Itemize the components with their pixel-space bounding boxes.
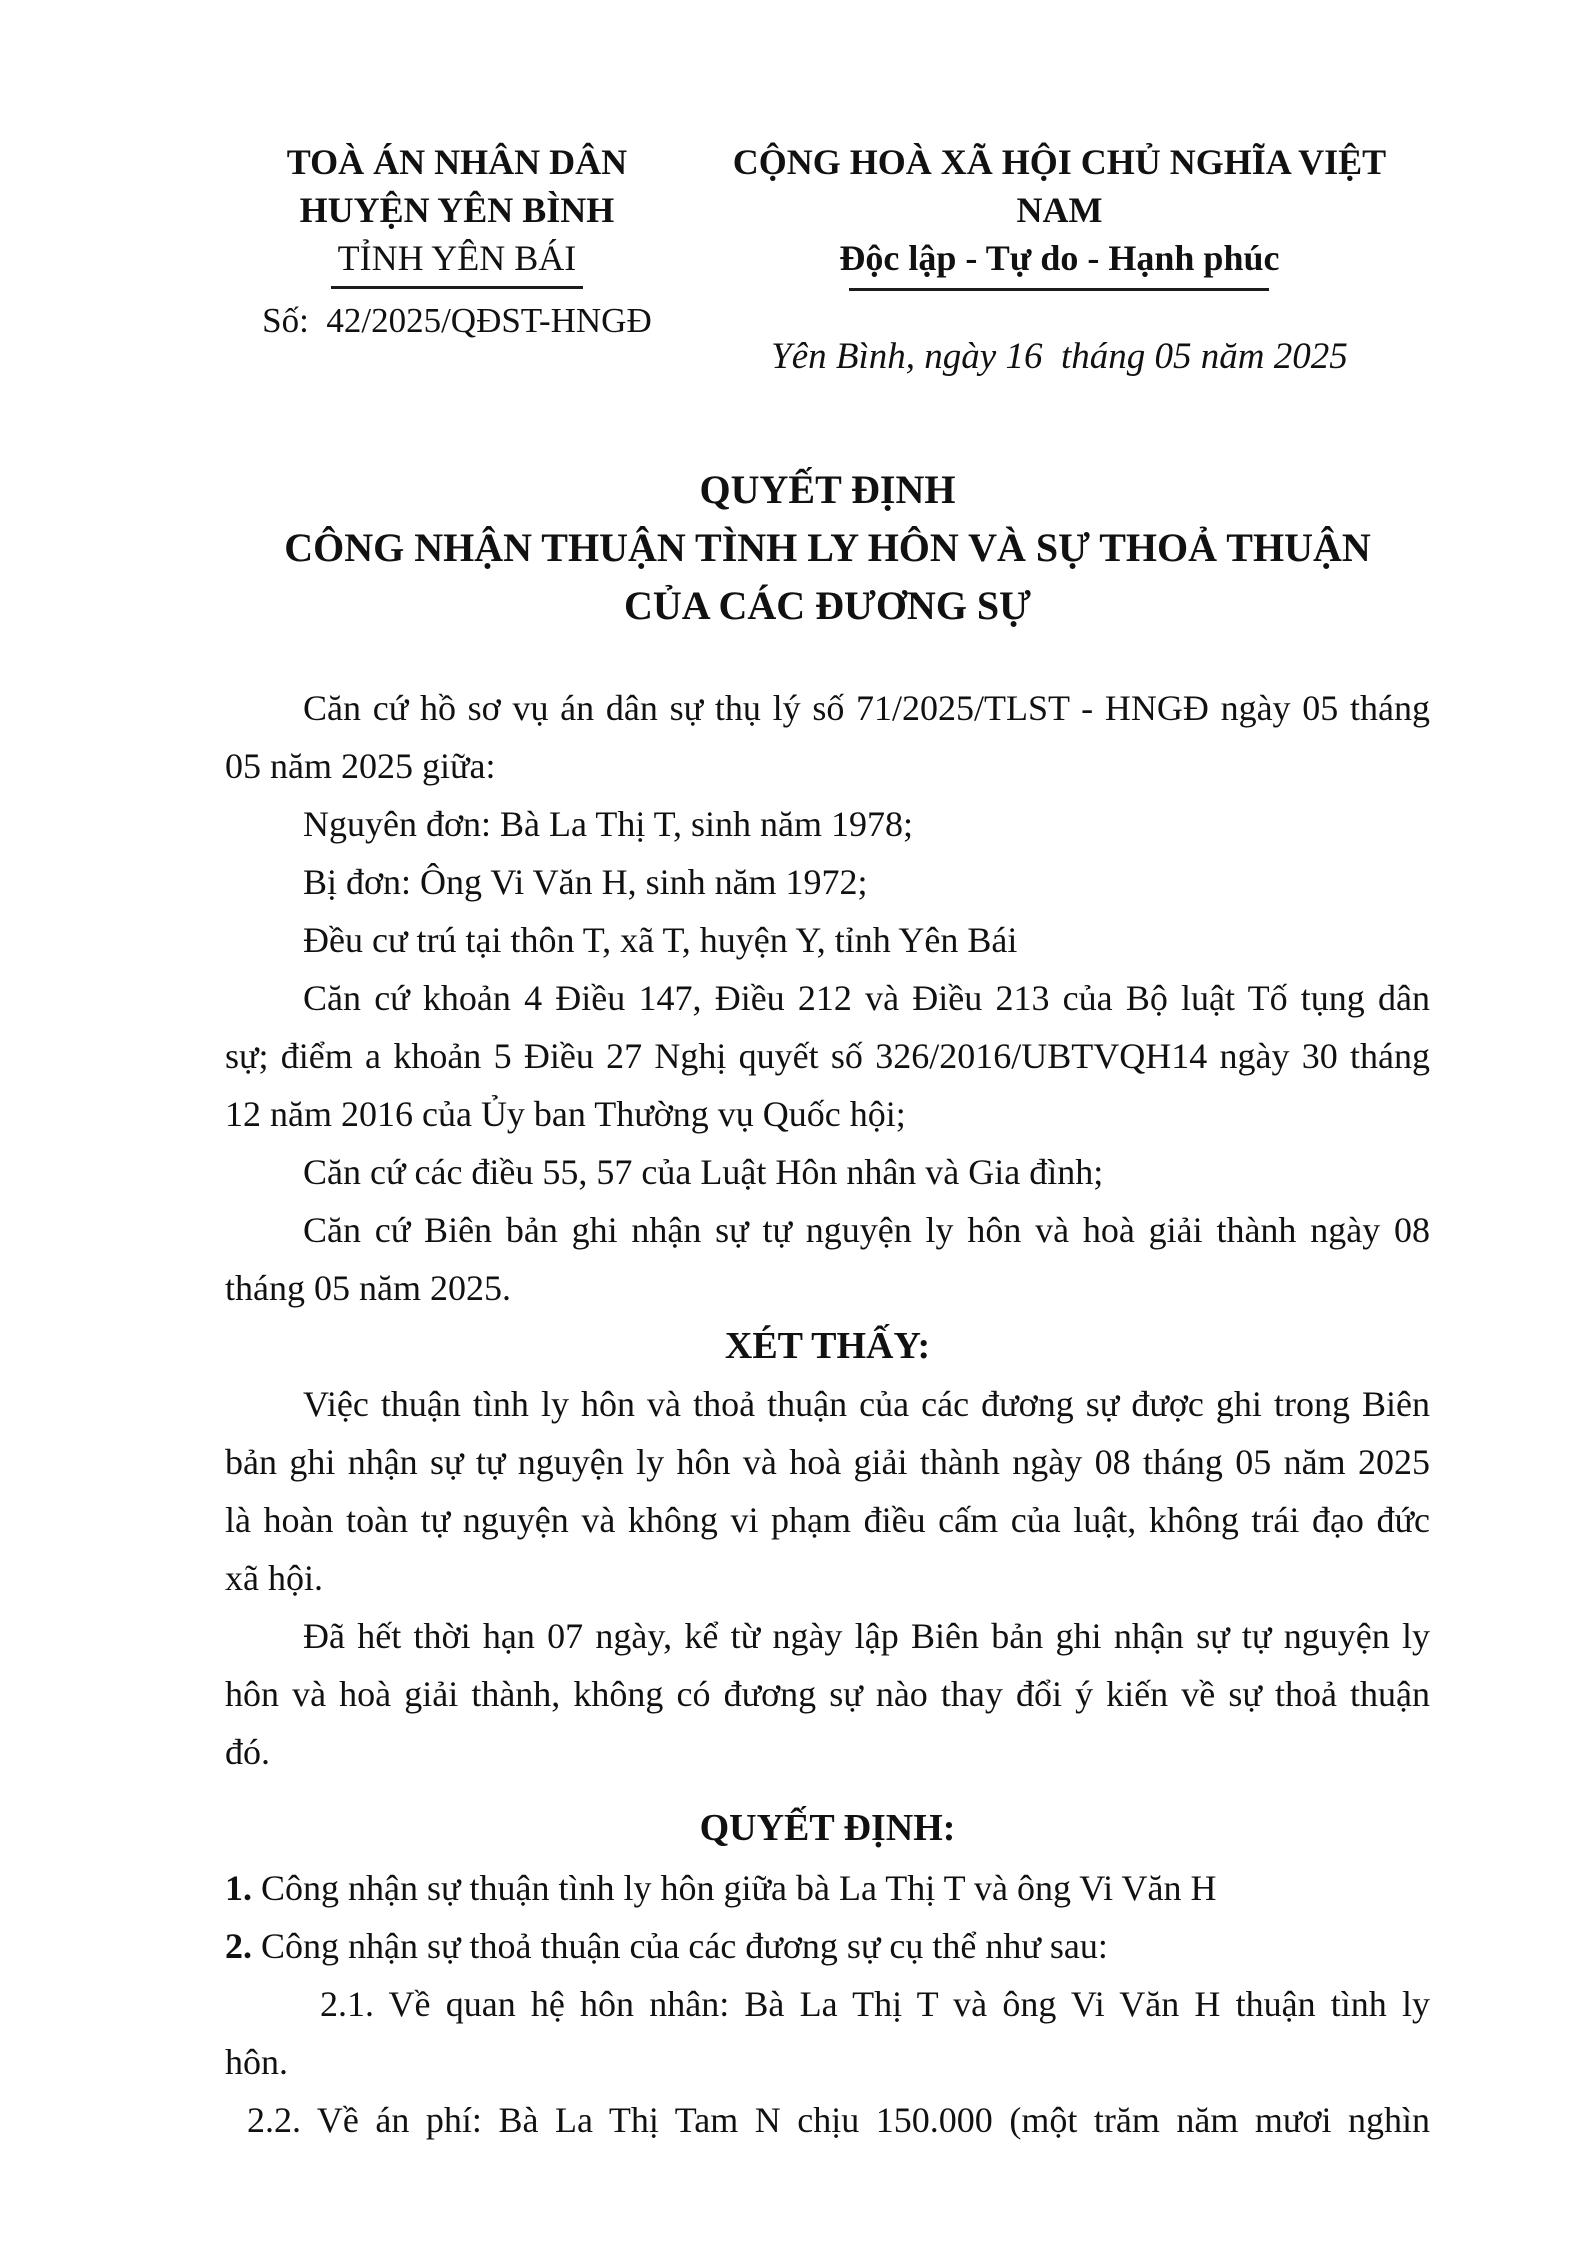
national-header-block (689, 138, 1430, 381)
decision-subtitle-2: CỦA CÁC ĐƯƠNG SỰ (623, 583, 1032, 628)
decision-title: QUYẾT ĐỊNH (699, 467, 956, 512)
paragraph-case-basis: Căn cứ hồ sơ vụ án dân sự thụ lý số 71/2025/TLST - HNGĐ ngày 05 tháng (303, 688, 1430, 728)
court-district-line: HUYỆN YÊN BÌNH (299, 190, 615, 230)
national-motto-line: Độc lập - Tự do - Hạnh phúc (839, 238, 1280, 278)
paragraph-case-basis: 05 năm 2025 giữa: (225, 746, 496, 786)
list-number: 1. (225, 1868, 252, 1908)
place-date-line: Yên Bình, ngày 16 tháng 05 năm 2025 (771, 336, 1348, 377)
court-name-line: TOÀ ÁN NHÂN DÂN (286, 142, 628, 182)
document-header (225, 138, 1430, 381)
court-province-line: TỈNH YÊN BÁI (337, 238, 577, 278)
paragraph-findings: xã hội. (225, 1558, 323, 1598)
document-title-block (225, 461, 1430, 635)
paragraph-findings: bản ghi nhận sự tự nguyện ly hôn và hoà giải thành ngày 08 tháng 05 năm 2025 (225, 1442, 1430, 1482)
section-heading-decision: QUYẾT ĐỊNH: (699, 1807, 956, 1849)
paragraph-mediation-record-basis: tháng 05 năm 2025. (225, 1268, 511, 1308)
paragraph-residence: Đều cư trú tại thôn T, xã T, huyện Y, tỉnh Yên Bái (303, 920, 1018, 960)
decision-item-2-1: hôn. (225, 2042, 288, 2082)
paragraph-deadline: đó. (225, 1732, 270, 1772)
court-header-block (225, 138, 689, 381)
decision-item-1 (225, 1859, 1430, 1917)
list-text: Công nhận sự thoả thuận của các đương sự cụ thể như sau: (252, 1926, 1108, 1966)
paragraph-mediation-record-basis: Căn cứ Biên bản ghi nhận sự tự nguyện ly hôn và hoà giải thành ngày 08 (303, 1210, 1430, 1250)
paragraph-deadline: Đã hết thời hạn 07 ngày, kể từ ngày lập Biên bản ghi nhận sự tự nguyện ly (303, 1616, 1430, 1656)
paragraph-legal-basis: 12 năm 2016 của Ủy ban Thường vụ Quốc hội; (225, 1094, 906, 1134)
paragraph-deadline: hôn và hoà giải thành, không có đương sự nào thay đổi ý kiến về sự thoả thuận (225, 1674, 1430, 1714)
paragraph-defendant: Bị đơn: Ông Vi Văn H, sinh năm 1972; (303, 862, 868, 902)
decision-subtitle-1: CÔNG NHẬN THUẬN TÌNH LY HÔN VÀ SỰ THOẢ THUẬN (284, 525, 1371, 570)
paragraph-findings: Việc thuận tình ly hôn và thoả thuận của các đương sự được ghi trong Biên (303, 1384, 1430, 1424)
section-heading-findings: XÉT THẤY: (724, 1325, 931, 1367)
paragraph-findings: là hoàn toàn tự nguyện và không vi phạm điều cấm của luật, không trái đạo đức (225, 1500, 1430, 1540)
list-text: Công nhận sự thuận tình ly hôn giữa bà La Thị T và ông Vi Văn H (252, 1868, 1217, 1908)
national-title-line: CỘNG HOÀ XÃ HỘI CHỦ NGHĨA VIỆT NAM (732, 142, 1387, 230)
decision-item-2-2: 2.2. Về án phí: Bà La Thị Tam N chịu 150.000 (một trăm năm mươi nghìn (247, 2100, 1430, 2140)
list-number: 2. (225, 1926, 252, 1966)
paragraph-plaintiff: Nguyên đơn: Bà La Thị T, sinh năm 1978; (303, 804, 913, 844)
decision-item-2 (225, 1917, 1430, 1975)
document-body (225, 679, 1430, 2149)
national-header-rule (849, 288, 1269, 291)
paragraph-marriage-law-basis: Căn cứ các điều 55, 57 của Luật Hôn nhân và Gia đình; (303, 1152, 1104, 1192)
document-number: Số: 42/2025/QĐST-HNGĐ (262, 301, 652, 340)
paragraph-legal-basis: Căn cứ khoản 4 Điều 147, Điều 212 và Điều 213 của Bộ luật Tố tụng dân (303, 978, 1430, 1018)
court-header-rule (331, 286, 583, 289)
paragraph-legal-basis: sự; điểm a khoản 5 Điều 27 Nghị quyết số 326/2016/UBTVQH14 ngày 30 tháng (225, 1036, 1430, 1076)
decision-item-2-1: 2.1. Về quan hệ hôn nhân: Bà La Thị T và ông Vi Văn H thuận tình ly (320, 1984, 1430, 2024)
